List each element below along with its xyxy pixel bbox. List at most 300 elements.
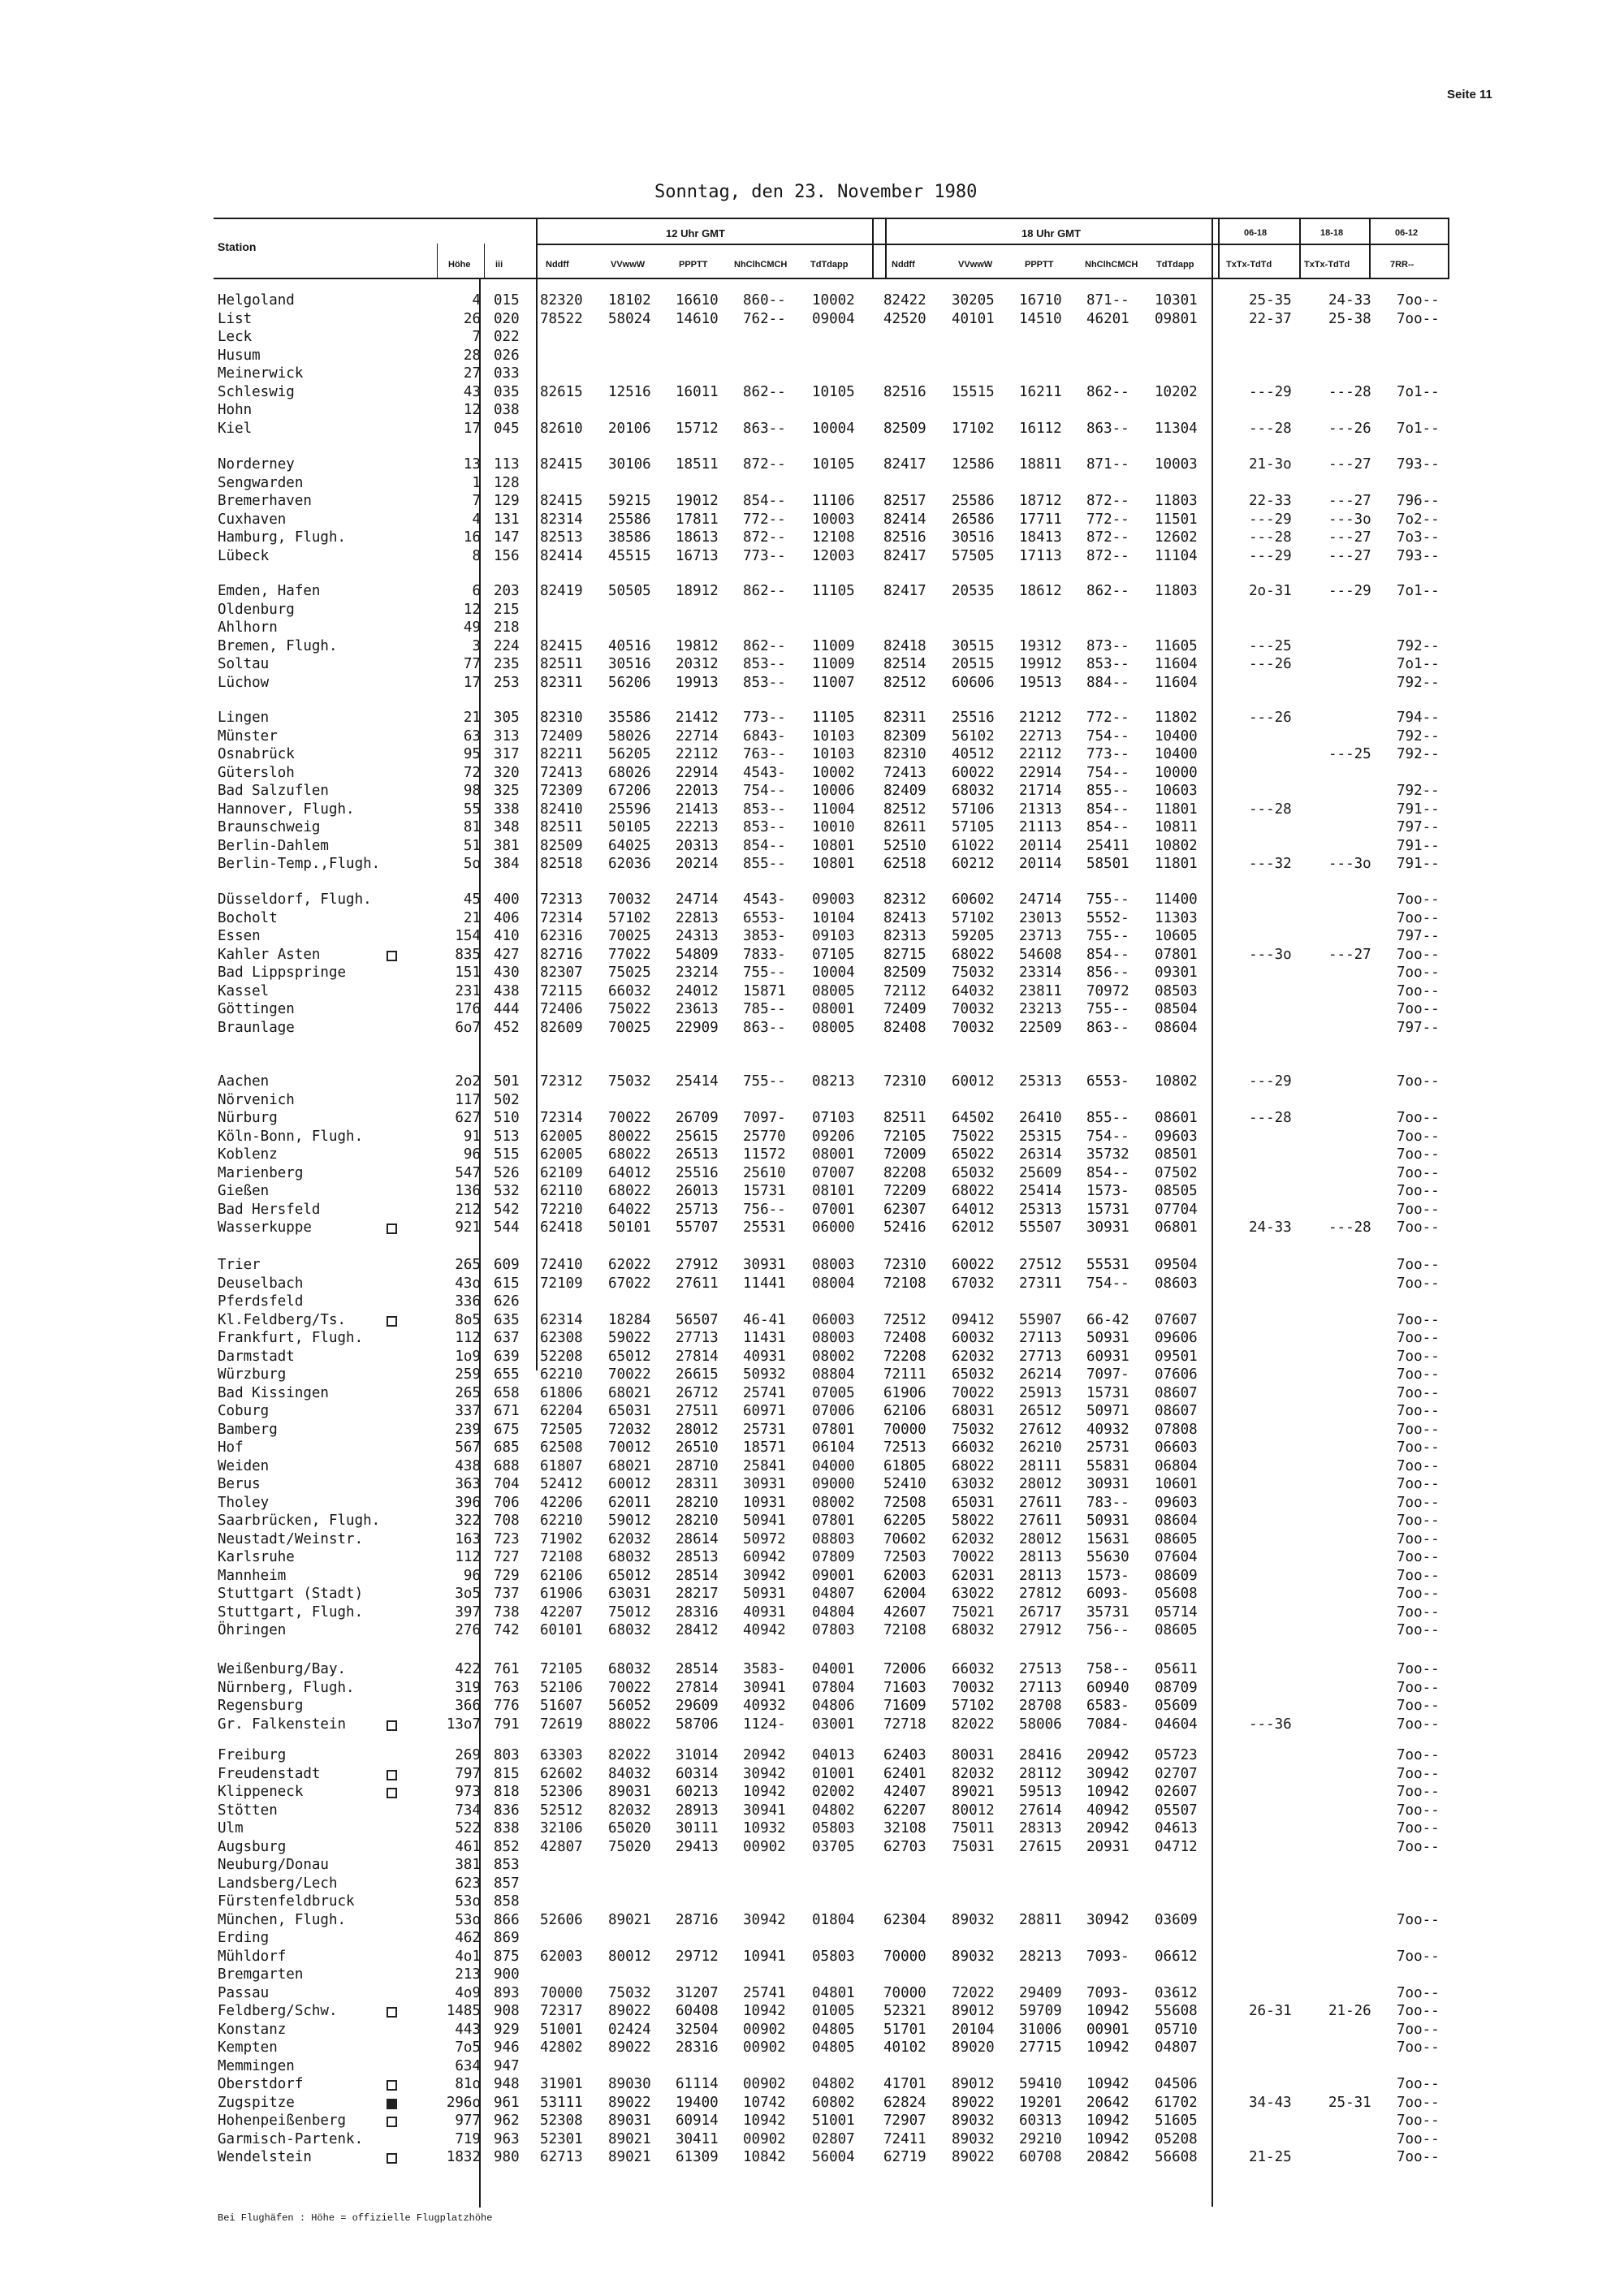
station-id: 980 xyxy=(494,2149,520,2165)
obs-12utc-cell: 10004 xyxy=(812,965,855,981)
obs-12utc-cell: 28210 xyxy=(676,1494,719,1511)
obs-18utc-cell: 10942 xyxy=(1086,2076,1129,2092)
obs-18utc-cell: 58006 xyxy=(1019,1716,1062,1733)
table-row xyxy=(0,746,1624,765)
obs-18utc-cell: 18612 xyxy=(1019,583,1062,599)
obs-12utc-cell: 02424 xyxy=(608,2021,651,2038)
obs-12utc-cell: 19400 xyxy=(676,2094,719,2111)
station-height: 112 xyxy=(455,1549,481,1565)
obs-12utc-cell: 40931 xyxy=(743,1603,786,1621)
obs-18utc-cell: 05608 xyxy=(1155,1586,1198,1602)
table-row xyxy=(0,1312,1624,1331)
obs-18utc-cell: 29210 xyxy=(1019,2130,1062,2147)
obs-18utc-cell: 62207 xyxy=(883,1802,926,1819)
obs-18utc-cell: 23213 xyxy=(1019,1001,1062,1017)
obs-18utc-cell: 67032 xyxy=(952,1275,995,1292)
obs-18utc-cell: 82512 xyxy=(883,674,926,691)
station-height: 13o7 xyxy=(446,1716,481,1733)
station-id: 452 xyxy=(494,1019,520,1036)
obs-12utc-cell: 32106 xyxy=(540,1820,583,1836)
obs-18utc-cell: 82516 xyxy=(883,383,926,400)
table-row xyxy=(0,1661,1624,1680)
station-height: 627 xyxy=(455,1110,481,1126)
obs-12utc-cell: 00902 xyxy=(743,2039,786,2056)
obs-18utc-cell: 31006 xyxy=(1019,2021,1062,2038)
obs-12utc-cell: 07006 xyxy=(812,1403,855,1419)
block2-col-3: PPPTT xyxy=(1025,260,1054,270)
obs-12utc-cell: 23214 xyxy=(676,965,719,981)
station-id: 128 xyxy=(494,474,520,491)
station-id: 791 xyxy=(494,1716,520,1733)
range-cell: 7oo-- xyxy=(1397,1439,1440,1456)
obs-18utc-cell: 04807 xyxy=(1155,2039,1198,2056)
obs-12utc-cell: 52301 xyxy=(540,2130,583,2147)
obs-18utc-cell: 62401 xyxy=(883,1765,926,1782)
station-height: 43 xyxy=(463,383,481,400)
station-name: Wasserkuppe xyxy=(218,1219,312,1236)
station-group xyxy=(0,710,1624,874)
station-name: Oberstdorf xyxy=(218,2076,304,2092)
obs-18utc-cell: 09501 xyxy=(1155,1348,1198,1365)
obs-12utc-cell: 89022 xyxy=(608,2039,651,2056)
table-row xyxy=(0,493,1624,511)
obs-12utc-cell: 27611 xyxy=(676,1275,719,1292)
range-cell: ---3o xyxy=(1328,511,1371,528)
obs-18utc-cell: 25313 xyxy=(1019,1073,1062,1090)
station-id: 218 xyxy=(494,619,520,636)
table-row xyxy=(0,1680,1624,1698)
obs-18utc-cell: 82310 xyxy=(883,746,926,762)
obs-18utc-cell: 1573- xyxy=(1086,1567,1129,1584)
obs-18utc-cell: 75011 xyxy=(952,1820,995,1836)
obs-18utc-cell: 66-42 xyxy=(1086,1311,1129,1328)
obs-12utc-cell: 07007 xyxy=(812,1164,855,1181)
obs-12utc-cell: 04802 xyxy=(812,2076,855,2092)
obs-12utc-cell: 28311 xyxy=(676,1476,719,1492)
obs-12utc-cell: 07809 xyxy=(812,1549,855,1565)
station-id: 033 xyxy=(494,365,520,382)
mountain-station-marker xyxy=(387,951,397,961)
header-bottom-line xyxy=(214,278,1449,279)
obs-18utc-cell: 89022 xyxy=(952,2149,995,2165)
obs-18utc-cell: 10400 xyxy=(1155,727,1198,744)
station-name: Bremerhaven xyxy=(218,493,312,509)
obs-12utc-cell: 29413 xyxy=(676,1838,719,1855)
station-id: 381 xyxy=(494,837,520,854)
obs-18utc-cell: 27113 xyxy=(1019,1679,1062,1696)
station-id: 224 xyxy=(494,637,520,654)
station-name: Augsburg xyxy=(218,1838,287,1855)
obs-12utc-cell: 82415 xyxy=(540,637,583,654)
obs-12utc-cell: 40932 xyxy=(743,1698,786,1714)
station-name: Weiden xyxy=(218,1457,270,1474)
obs-12utc-cell: 22813 xyxy=(676,909,719,926)
range-cell: 22-33 xyxy=(1249,493,1292,509)
obs-12utc-cell: 59215 xyxy=(608,493,651,509)
obs-12utc-cell: 78522 xyxy=(540,310,583,327)
obs-12utc-cell: 04807 xyxy=(812,1586,855,1602)
obs-12utc-cell: 6843- xyxy=(743,727,786,744)
table-row xyxy=(0,1716,1624,1735)
obs-12utc-cell: 853-- xyxy=(743,801,786,818)
block2-left-line xyxy=(885,218,887,279)
obs-12utc-cell: 84032 xyxy=(608,1765,651,1782)
obs-18utc-cell: 72208 xyxy=(883,1348,926,1365)
obs-18utc-cell: 08505 xyxy=(1155,1183,1198,1199)
obs-18utc-cell: 72408 xyxy=(883,1330,926,1346)
range-cell: 7oo-- xyxy=(1397,1948,1440,1965)
obs-12utc-cell: 60314 xyxy=(676,1765,719,1782)
station-height: 4 xyxy=(472,511,481,528)
obs-18utc-cell: 68022 xyxy=(952,946,995,963)
range-cell: ---27 xyxy=(1328,547,1371,564)
obs-12utc-cell: 10742 xyxy=(743,2094,786,2111)
station-name: Ahlhorn xyxy=(218,619,278,636)
obs-12utc-cell: 06003 xyxy=(812,1311,855,1328)
obs-18utc-cell: 08504 xyxy=(1155,1001,1198,1017)
station-name: Meinerwick xyxy=(218,365,304,382)
station-name: Fürstenfeldbruck xyxy=(218,1893,355,1910)
station-height: 96 xyxy=(463,1567,481,1584)
obs-12utc-cell: 50105 xyxy=(608,819,651,835)
obs-12utc-cell: 60971 xyxy=(743,1403,786,1419)
block1-col-2: VVwwW xyxy=(611,260,646,270)
obs-12utc-cell: 4543- xyxy=(743,764,786,781)
table-row xyxy=(0,1802,1624,1821)
obs-18utc-cell: 21714 xyxy=(1019,783,1062,799)
obs-18utc-cell: 25609 xyxy=(1019,1164,1062,1181)
obs-18utc-cell: 10811 xyxy=(1155,819,1198,835)
station-name: Mannheim xyxy=(218,1567,287,1584)
obs-18utc-cell: 68022 xyxy=(952,1457,995,1474)
obs-18utc-cell: 62307 xyxy=(883,1201,926,1218)
obs-12utc-cell: 64022 xyxy=(608,1201,651,1218)
obs-18utc-cell: 07801 xyxy=(1155,946,1198,963)
obs-18utc-cell: 42407 xyxy=(883,1784,926,1800)
obs-18utc-cell: 08503 xyxy=(1155,982,1198,999)
station-id: 866 xyxy=(494,1911,520,1928)
obs-18utc-cell: 51701 xyxy=(883,2021,926,2038)
table-row xyxy=(0,2022,1624,2040)
obs-12utc-cell: 16713 xyxy=(676,547,719,564)
obs-12utc-cell: 773-- xyxy=(743,547,786,564)
obs-12utc-cell: 60101 xyxy=(540,1622,583,1638)
range-cell: 7oo-- xyxy=(1397,1911,1440,1928)
station-id: 737 xyxy=(494,1586,520,1602)
obs-18utc-cell: 25411 xyxy=(1086,837,1129,854)
obs-12utc-cell: 25596 xyxy=(608,801,651,818)
range-subtitle-2: TxTx-TdTd xyxy=(1304,260,1350,270)
obs-18utc-cell: 89032 xyxy=(952,2130,995,2147)
table-row xyxy=(0,1875,1624,1894)
obs-12utc-cell: 56507 xyxy=(676,1311,719,1328)
obs-12utc-cell: 11004 xyxy=(812,801,855,818)
table-row xyxy=(0,1183,1624,1202)
obs-18utc-cell: 70972 xyxy=(1086,982,1129,999)
obs-18utc-cell: 52410 xyxy=(883,1476,926,1492)
obs-12utc-cell: 65012 xyxy=(608,1348,651,1365)
station-height: 17 xyxy=(463,674,481,691)
obs-18utc-cell: 26586 xyxy=(952,511,995,528)
obs-12utc-cell: 05803 xyxy=(812,1948,855,1965)
obs-12utc-cell: 52606 xyxy=(540,1911,583,1928)
station-group xyxy=(0,583,1624,693)
obs-18utc-cell: 755-- xyxy=(1086,1001,1129,1017)
station-id: 727 xyxy=(494,1549,520,1565)
table-row xyxy=(0,1422,1624,1440)
obs-12utc-cell: 62418 xyxy=(540,1219,583,1236)
obs-18utc-cell: 758-- xyxy=(1086,1661,1129,1677)
obs-12utc-cell: 28514 xyxy=(676,1567,719,1584)
station-height: 28 xyxy=(463,347,481,364)
obs-12utc-cell: 54809 xyxy=(676,946,719,963)
station-id: 763 xyxy=(494,1679,520,1696)
obs-12utc-cell: 755-- xyxy=(743,965,786,981)
obs-18utc-cell: 754-- xyxy=(1086,1275,1129,1292)
table-row xyxy=(0,1531,1624,1550)
obs-18utc-cell: 04613 xyxy=(1155,1820,1198,1836)
range-cell: 792-- xyxy=(1397,674,1440,691)
range-cell: 7oo-- xyxy=(1397,965,1440,981)
station-height: 55 xyxy=(463,801,481,818)
obs-18utc-cell: 30516 xyxy=(952,529,995,546)
obs-18utc-cell: 10802 xyxy=(1155,837,1198,854)
obs-12utc-cell: 25615 xyxy=(676,1128,719,1145)
obs-12utc-cell: 57102 xyxy=(608,909,651,926)
station-height: 734 xyxy=(455,1802,481,1819)
obs-12utc-cell: 27511 xyxy=(676,1403,719,1419)
station-name: Norderney xyxy=(218,456,295,473)
obs-12utc-cell: 15871 xyxy=(743,982,786,999)
station-name: Köln-Bonn, Flugh. xyxy=(218,1128,364,1145)
obs-12utc-cell: 75025 xyxy=(608,965,651,981)
station-group xyxy=(0,1476,1624,1641)
table-row xyxy=(0,1385,1624,1404)
table-row xyxy=(0,583,1624,602)
station-group xyxy=(0,1073,1624,1238)
station-id: 961 xyxy=(494,2094,520,2111)
obs-12utc-cell: 32504 xyxy=(676,2021,719,2038)
obs-12utc-cell: 19012 xyxy=(676,493,719,509)
station-height: 797 xyxy=(455,1765,481,1782)
obs-18utc-cell: 20535 xyxy=(952,583,995,599)
obs-12utc-cell: 01804 xyxy=(812,1911,855,1928)
station-name: Bad Lippspringe xyxy=(218,965,347,981)
table-row xyxy=(0,1073,1624,1092)
range-cell: 7oo-- xyxy=(1397,1802,1440,1819)
obs-18utc-cell: 60313 xyxy=(1019,2113,1062,2129)
station-id: 963 xyxy=(494,2130,520,2147)
obs-12utc-cell: 38586 xyxy=(608,529,651,546)
table-row xyxy=(0,1092,1624,1111)
range-cell: ---29 xyxy=(1249,383,1292,400)
obs-12utc-cell: 82320 xyxy=(540,292,583,309)
station-id: 035 xyxy=(494,383,520,400)
obs-12utc-cell: 24714 xyxy=(676,891,719,908)
station-height: 231 xyxy=(455,982,481,999)
obs-12utc-cell: 68022 xyxy=(608,1183,651,1199)
station-height: 522 xyxy=(455,1820,481,1836)
range-cell: ---29 xyxy=(1249,547,1292,564)
obs-18utc-cell: 72006 xyxy=(883,1661,926,1677)
obs-12utc-cell: 11431 xyxy=(743,1330,786,1346)
obs-12utc-cell: 82509 xyxy=(540,837,583,854)
obs-18utc-cell: 19513 xyxy=(1019,674,1062,691)
obs-12utc-cell: 64012 xyxy=(608,1164,651,1181)
obs-18utc-cell: 82311 xyxy=(883,710,926,726)
station-height: 363 xyxy=(455,1476,481,1492)
hoehe-line xyxy=(484,244,485,279)
range-cell: 7oo-- xyxy=(1397,2003,1440,2019)
station-name: Stuttgart (Stadt) xyxy=(218,1586,364,1602)
obs-12utc-cell: 07105 xyxy=(812,946,855,963)
obs-12utc-cell: 31014 xyxy=(676,1747,719,1763)
obs-18utc-cell: 854-- xyxy=(1086,1164,1129,1181)
obs-18utc-cell: 63022 xyxy=(952,1586,995,1602)
range-cell: 7oo-- xyxy=(1397,1183,1440,1199)
obs-12utc-cell: 872-- xyxy=(743,529,786,546)
obs-18utc-cell: 17711 xyxy=(1019,511,1062,528)
obs-18utc-cell: 72310 xyxy=(883,1073,926,1090)
station-name: Berus xyxy=(218,1476,261,1492)
range-cell: ---3o xyxy=(1328,856,1371,872)
obs-12utc-cell: 62005 xyxy=(540,1128,583,1145)
station-height: 154 xyxy=(455,928,481,944)
station-height: 322 xyxy=(455,1513,481,1529)
station-height: 53o xyxy=(455,1893,481,1910)
station-height: 51 xyxy=(463,837,481,854)
obs-18utc-cell: 872-- xyxy=(1086,493,1129,509)
station-id: 761 xyxy=(494,1661,520,1677)
station-name: Bocholt xyxy=(218,909,278,926)
range-cell: 7oo-- xyxy=(1397,2021,1440,2038)
obs-18utc-cell: 855-- xyxy=(1086,1110,1129,1126)
obs-12utc-cell: 68032 xyxy=(608,1661,651,1677)
mountain-station-marker xyxy=(387,2099,397,2109)
obs-18utc-cell: 50931 xyxy=(1086,1513,1129,1529)
station-height: 4 xyxy=(472,292,481,309)
obs-18utc-cell: 52510 xyxy=(883,837,926,854)
table-row xyxy=(0,1966,1624,1985)
obs-12utc-cell: 68021 xyxy=(608,1457,651,1474)
obs-12utc-cell: 04805 xyxy=(812,2039,855,2056)
obs-18utc-cell: 19201 xyxy=(1019,2094,1062,2111)
obs-12utc-cell: 80022 xyxy=(608,1128,651,1145)
obs-18utc-cell: 11604 xyxy=(1155,656,1198,672)
obs-12utc-cell: 56206 xyxy=(608,674,651,691)
obs-18utc-cell: 27812 xyxy=(1019,1586,1062,1602)
table-row xyxy=(0,602,1624,620)
station-id: 338 xyxy=(494,801,520,818)
obs-12utc-cell: 10842 xyxy=(743,2149,786,2165)
obs-12utc-cell: 28614 xyxy=(676,1530,719,1547)
obs-12utc-cell: 55707 xyxy=(676,1219,719,1236)
obs-18utc-cell: 59513 xyxy=(1019,1784,1062,1800)
obs-18utc-cell: 11104 xyxy=(1155,547,1198,564)
obs-12utc-cell: 10004 xyxy=(812,420,855,437)
station-name: Oldenburg xyxy=(218,601,295,618)
obs-18utc-cell: 10003 xyxy=(1155,456,1198,473)
obs-12utc-cell: 30411 xyxy=(676,2130,719,2147)
obs-12utc-cell: 08804 xyxy=(812,1366,855,1383)
table-row xyxy=(0,529,1624,548)
mountain-station-marker xyxy=(387,2153,397,2164)
obs-18utc-cell: 89022 xyxy=(952,2094,995,2111)
table-row xyxy=(0,2058,1624,2077)
obs-12utc-cell: 51607 xyxy=(540,1698,583,1714)
station-id: 675 xyxy=(494,1421,520,1438)
station-name: Konstanz xyxy=(218,2021,287,2038)
range-cell: 7oo-- xyxy=(1397,1001,1440,1017)
obs-12utc-cell: 11572 xyxy=(743,1146,786,1163)
block2-col-2: VVwwW xyxy=(958,260,993,270)
range-cell: 792-- xyxy=(1397,727,1440,744)
obs-12utc-cell: 82609 xyxy=(540,1019,583,1036)
obs-12utc-cell: 29609 xyxy=(676,1698,719,1714)
table-row xyxy=(0,329,1624,347)
range-cell: 7o2-- xyxy=(1397,511,1440,528)
obs-18utc-cell: 82417 xyxy=(883,547,926,564)
obs-12utc-cell: 70012 xyxy=(608,1439,651,1456)
obs-18utc-cell: 60212 xyxy=(952,856,995,872)
range-cell: 24-33 xyxy=(1249,1219,1292,1236)
range-cell: 792-- xyxy=(1397,783,1440,799)
obs-12utc-cell: 52512 xyxy=(540,1802,583,1819)
obs-12utc-cell: 72505 xyxy=(540,1421,583,1438)
obs-12utc-cell: 862-- xyxy=(743,583,786,599)
obs-18utc-cell: 05611 xyxy=(1155,1661,1198,1677)
obs-18utc-cell: 62032 xyxy=(952,1348,995,1365)
obs-12utc-cell: 09103 xyxy=(812,928,855,944)
obs-18utc-cell: 853-- xyxy=(1086,656,1129,672)
range-cell: ---26 xyxy=(1249,710,1292,726)
range-right-line xyxy=(1448,218,1449,279)
obs-12utc-cell: 00902 xyxy=(743,1838,786,1855)
obs-18utc-cell: 754-- xyxy=(1086,727,1129,744)
range-cell: 7oo-- xyxy=(1397,1784,1440,1800)
station-id: 129 xyxy=(494,493,520,509)
obs-12utc-cell: 30516 xyxy=(608,656,651,672)
obs-12utc-cell: 3853- xyxy=(743,928,786,944)
obs-12utc-cell: 21412 xyxy=(676,710,719,726)
obs-12utc-cell: 89031 xyxy=(608,1784,651,1800)
obs-12utc-cell: 42207 xyxy=(540,1603,583,1621)
range-cell: 7oo-- xyxy=(1397,1146,1440,1163)
obs-12utc-cell: 02807 xyxy=(812,2130,855,2147)
obs-18utc-cell: 62824 xyxy=(883,2094,926,2111)
obs-18utc-cell: 26314 xyxy=(1019,1146,1062,1163)
station-height: 176 xyxy=(455,1001,481,1017)
station-name: Tholey xyxy=(218,1494,270,1511)
obs-18utc-cell: 71603 xyxy=(883,1679,926,1696)
range-cell: 791-- xyxy=(1397,801,1440,818)
table-row xyxy=(0,311,1624,330)
obs-18utc-cell: 27614 xyxy=(1019,1802,1062,1819)
obs-12utc-cell: 82415 xyxy=(540,493,583,509)
station-id: 704 xyxy=(494,1476,520,1492)
obs-18utc-cell: 10605 xyxy=(1155,928,1198,944)
obs-12utc-cell: 66032 xyxy=(608,982,651,999)
ii-header: iii xyxy=(495,260,503,270)
obs-18utc-cell: 72513 xyxy=(883,1439,926,1456)
obs-12utc-cell: 52106 xyxy=(540,1679,583,1696)
station-name: Passau xyxy=(218,1984,270,2001)
station-name: Kiel xyxy=(218,420,253,437)
station-height: 12 xyxy=(463,601,481,618)
obs-18utc-cell: 27715 xyxy=(1019,2039,1062,2056)
obs-18utc-cell: 56608 xyxy=(1155,2149,1198,2165)
obs-18utc-cell: 64032 xyxy=(952,982,995,999)
